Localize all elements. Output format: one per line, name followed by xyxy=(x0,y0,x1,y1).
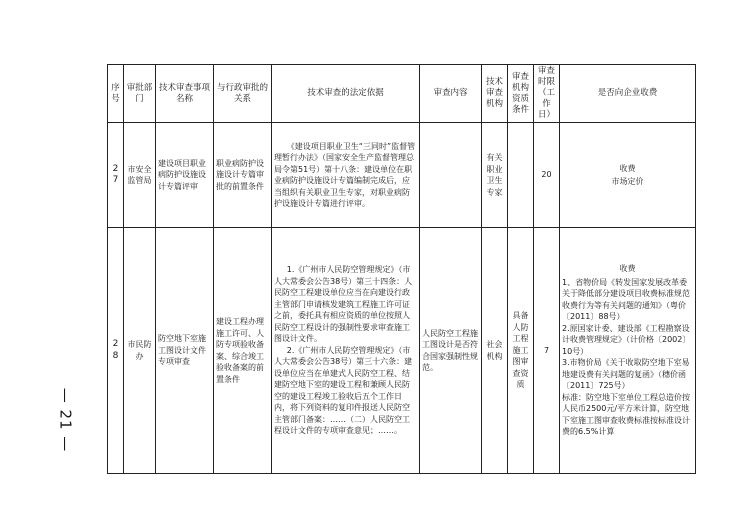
header-qual: 审查机构资质条件 xyxy=(508,65,534,123)
fee-status: 收费 xyxy=(619,264,636,274)
header-days: 审查时限（工作日） xyxy=(534,65,560,123)
row-days: 7 xyxy=(534,228,560,474)
fee-status: 收费 xyxy=(619,163,636,173)
header-fee: 是否向企业收费 xyxy=(560,65,696,123)
row-item: 防空地下室施工图设计文件专项审查 xyxy=(156,228,214,474)
row-days: 20 xyxy=(534,123,560,228)
fee-line: 2.原国家计委、建设部《工程勘察设计收费管理规定》（计价格〔2002〕10号） xyxy=(562,323,691,356)
row-basis xyxy=(272,123,420,228)
basis-paragraph: 1.《广州市人民防空管理规定》（市人大常委会公告38号）第三十四条：人民防空工程建设单位应当在向建设行政主管部门申请核发建筑工程施工许可证之前，委托具有相应资质的单位按照人民防空工程设计的强制性要求审查施工图设计文件。 xyxy=(274,265,413,344)
row-relation: 建设工程办理施工许可、人防专项验收备案、综合竣工验收备案的前置条件 xyxy=(214,228,272,474)
row-content: 人民防空工程施工图设计是否符合国家强制性规范。 xyxy=(420,228,482,474)
row-qual: 具备人防工程施工图审查资质 xyxy=(508,228,534,474)
fee-basis-list xyxy=(562,277,693,438)
fee-line: 标准：防空地下室单位工程总造价按人民币2500元/平方米计算，防空地下室施工图审查收费标准按标准设计费的6.5%计算 xyxy=(562,392,690,437)
header-relation: 与行政审批的关系 xyxy=(214,65,272,123)
row-dept: 市安全监管局 xyxy=(124,123,156,228)
header-seq: 序号 xyxy=(108,65,124,123)
row-fee xyxy=(560,228,696,474)
header-org: 技术审查机构 xyxy=(482,65,508,123)
row-relation: 职业病防护设施设计专篇审批的前置条件 xyxy=(214,123,272,228)
table-row xyxy=(108,228,696,474)
row-item: 建设项目职业病防护设施设计专篇评审 xyxy=(156,123,214,228)
row-seq: 28 xyxy=(108,228,124,474)
basis-paragraph: 《建设项目职业卫生“三同时”监督管理暂行办法》（国家安全生产监督管理总局令第51号）第十八条：建设单位在职业病防护设施设计专篇编制完成后，应当组织有关职业卫生专家，对职业病防护设施设计专篇进行评审。 xyxy=(274,141,416,208)
table-row xyxy=(108,123,696,228)
fee-line: 1、省物价局《转发国家发展改革委关于降低部分建设项目收费标准规范收费行为等有关问题的通知》（粤价〔2011〕88号） xyxy=(562,277,690,322)
row-fee xyxy=(560,123,696,228)
page-number-text: — 21 — xyxy=(56,387,74,453)
row-qual xyxy=(508,123,534,228)
header-dept: 审批部门 xyxy=(124,65,156,123)
fee-line: 3.市物价局《关于收取防空地下室易地建设费有关问题的复函》（穗价函〔2011〕725号） xyxy=(562,358,690,391)
table-header xyxy=(108,65,696,123)
header-item: 技术审查事项名称 xyxy=(156,65,214,123)
header-row xyxy=(108,65,696,123)
page-number xyxy=(52,380,78,460)
fee-line: 市场定价 xyxy=(611,177,644,186)
basis-paragraph: 2.《广州市人民防空管理规定》（市人大常委会公告38号）第三十六条：建设单位应当在单建式人民防空工程、结建防空地下室的建设工程和兼顾人民防空的建设工程竣工验收后五个工作日内，将下列资料的复印件报送人民防空主管部门备案：……（二）人民防空工程设计文件的专项审查意见；……。 xyxy=(274,345,413,436)
header-basis: 技术审查的法定依据 xyxy=(272,65,420,123)
row-org: 有关职业卫生专家 xyxy=(482,123,508,228)
row-basis xyxy=(272,228,420,474)
row-dept: 市民防办 xyxy=(124,228,156,474)
row-content xyxy=(420,123,482,228)
approval-review-table xyxy=(107,64,696,474)
header-content: 审查内容 xyxy=(420,65,482,123)
row-seq: 27 xyxy=(108,123,124,228)
row-org: 社会机构 xyxy=(482,228,508,474)
